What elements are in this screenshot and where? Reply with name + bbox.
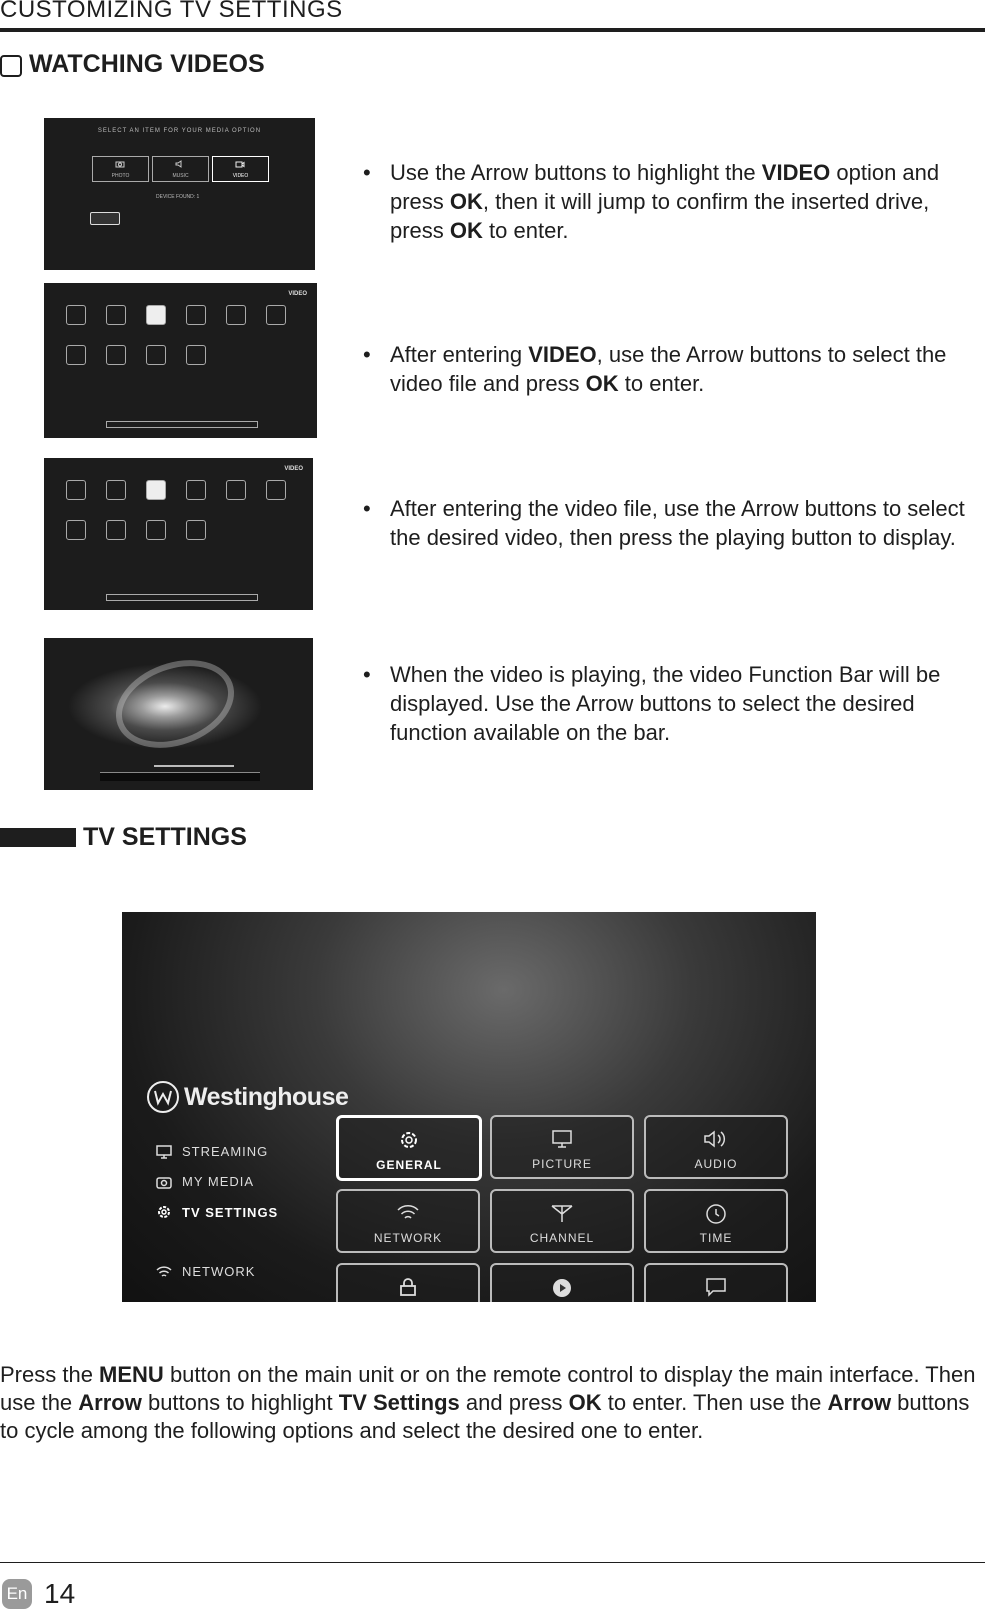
screenshot-video-list bbox=[44, 458, 313, 610]
folder-icon bbox=[186, 305, 206, 325]
folder-icon bbox=[186, 345, 206, 365]
video-file-icon bbox=[226, 480, 246, 500]
option-video: VIDEO bbox=[212, 156, 269, 182]
bullet-dot: • bbox=[363, 496, 371, 521]
wifi-icon bbox=[156, 1265, 172, 1279]
page-header-title: CUSTOMIZING TV SETTINGS bbox=[0, 0, 343, 23]
screen-label: VIDEO bbox=[284, 466, 303, 472]
section-title: TV SETTINGS bbox=[83, 823, 247, 851]
bullet-2: • After entering VIDEO, use the Arrow buttons to select the video file and press OK to enter. bbox=[363, 342, 947, 396]
bullet-dot: • bbox=[363, 662, 371, 687]
bullet-dot: • bbox=[363, 160, 371, 185]
antenna-icon bbox=[550, 1203, 574, 1223]
nav-network[interactable]: NETWORK bbox=[156, 1264, 255, 1279]
instruction-paragraph: Press the MENU button on the main unit or on the remote control to display the main interface. Then use the Arrow buttons to highlight TV Settings and press OK to enter. Then use the Arrow buttons to cycle among the following options and select the desired one to enter. bbox=[0, 1362, 976, 1443]
option-photo: PHOTO bbox=[92, 156, 149, 182]
usb-drive-icon bbox=[90, 212, 120, 225]
tile-play[interactable] bbox=[490, 1263, 634, 1302]
folder-icon bbox=[106, 345, 126, 365]
path-bar bbox=[106, 421, 258, 428]
monitor-icon bbox=[551, 1129, 573, 1149]
back-icon bbox=[66, 480, 86, 500]
screenshot-video-playing bbox=[44, 638, 313, 790]
section-title: WATCHING VIDEOS bbox=[29, 50, 265, 78]
tile-message[interactable] bbox=[644, 1263, 788, 1302]
section-bar bbox=[0, 828, 76, 847]
lock-icon bbox=[398, 1277, 418, 1297]
tile-channel[interactable]: CHANNEL bbox=[490, 1189, 634, 1253]
folder-icon bbox=[106, 305, 126, 325]
nav-tv-settings[interactable]: TV SETTINGS bbox=[156, 1204, 278, 1220]
video-file-icon bbox=[186, 520, 206, 540]
camera-icon bbox=[156, 1175, 172, 1189]
video-file-icon bbox=[106, 480, 126, 500]
screen-label: VIDEO bbox=[288, 291, 307, 297]
play-circle-icon bbox=[551, 1277, 573, 1299]
section-watching-videos bbox=[0, 50, 265, 79]
device-found-label: DEVICE FOUND: 1 bbox=[156, 194, 200, 200]
bullet-dot: • bbox=[363, 342, 371, 367]
gear-icon bbox=[156, 1204, 172, 1220]
folder-icon bbox=[146, 345, 166, 365]
media-select-heading: SELECT AN ITEM FOR YOUR MEDIA OPTION bbox=[97, 128, 262, 134]
brand-logo: Westinghouse bbox=[146, 1080, 348, 1114]
bullet-3: • After entering the video file, use the Arrow buttons to select the desired video, then press the playing button to display. bbox=[363, 496, 965, 550]
video-file-icon bbox=[106, 520, 126, 540]
tile-time[interactable]: TIME bbox=[644, 1189, 788, 1253]
footer-rule bbox=[0, 1562, 985, 1563]
speaker-icon bbox=[703, 1129, 729, 1149]
video-camera-icon bbox=[235, 160, 245, 168]
westinghouse-logo-icon bbox=[146, 1080, 180, 1114]
folder-icon bbox=[226, 305, 246, 325]
section-tv-settings bbox=[0, 823, 247, 852]
path-bar bbox=[106, 594, 258, 601]
video-file-icon bbox=[266, 480, 286, 500]
tile-picture[interactable]: PICTURE bbox=[490, 1115, 634, 1179]
tile-general[interactable]: GENERAL bbox=[336, 1115, 482, 1181]
tile-audio[interactable]: AUDIO bbox=[644, 1115, 788, 1179]
function-bar bbox=[100, 772, 260, 781]
progress-track bbox=[154, 765, 234, 767]
page-header bbox=[0, 0, 985, 32]
video-file-icon bbox=[186, 480, 206, 500]
speaker-icon bbox=[175, 160, 185, 168]
language-badge: En bbox=[2, 1579, 32, 1609]
bullet-4: • When the video is playing, the video Function Bar will be displayed. Use the Arrow buttons to select the desired function available on the bar. bbox=[363, 662, 941, 745]
screenshot-main-menu bbox=[122, 912, 816, 1302]
clock-icon bbox=[705, 1203, 727, 1225]
folder-icon bbox=[146, 305, 166, 325]
tile-network[interactable]: NETWORK bbox=[336, 1189, 480, 1253]
page-number: 14 bbox=[44, 1578, 76, 1609]
camera-icon bbox=[115, 160, 125, 168]
section-box-icon bbox=[0, 55, 22, 77]
video-file-icon bbox=[146, 520, 166, 540]
nav-streaming[interactable]: STREAMING bbox=[156, 1144, 268, 1159]
video-file-icon bbox=[66, 520, 86, 540]
screenshot-video-folders bbox=[44, 283, 317, 438]
galaxy-arm bbox=[104, 645, 247, 764]
bullet-1: • Use the Arrow buttons to highlight the VIDEO option and press OK, then it will jump to confirm the inserted drive, press OK to enter. bbox=[363, 160, 940, 243]
wifi-icon bbox=[396, 1203, 420, 1223]
video-file-icon bbox=[146, 480, 166, 500]
tile-lock[interactable] bbox=[336, 1263, 480, 1302]
chat-bubble-icon bbox=[705, 1277, 727, 1297]
option-music: MUSIC bbox=[152, 156, 209, 182]
folder-icon bbox=[66, 345, 86, 365]
screenshot-media-select bbox=[44, 118, 315, 270]
folder-icon bbox=[266, 305, 286, 325]
monitor-icon bbox=[156, 1145, 172, 1159]
gear-icon bbox=[399, 1130, 419, 1150]
back-icon bbox=[66, 305, 86, 325]
nav-my-media[interactable]: MY MEDIA bbox=[156, 1174, 254, 1189]
